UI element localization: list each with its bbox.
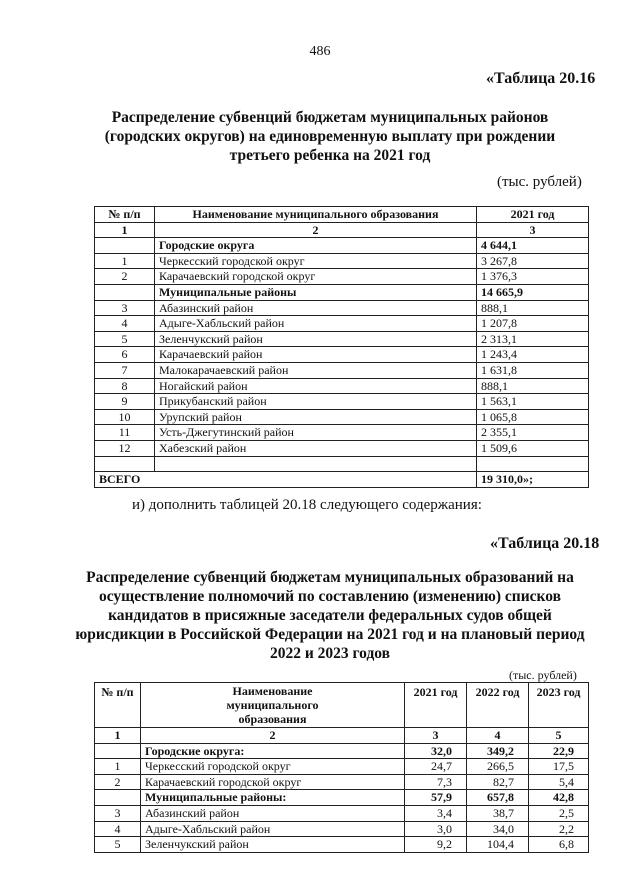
row-number-cell: 11 [95, 425, 155, 441]
table-row [95, 743, 589, 759]
row-value-cell: 17,5 [529, 759, 589, 775]
row-value-cell: 82,7 [467, 774, 529, 790]
table-row [95, 269, 589, 285]
row-name-cell: Черкесский городской округ [155, 253, 477, 269]
table-row [95, 253, 589, 269]
table2-units: (тыс. рублей) [509, 668, 577, 682]
table1-heading-line: (городских округов) на единовременную выплату при рождении [104, 128, 556, 145]
empty-cell [477, 456, 589, 472]
row-value-cell: 2,5 [529, 805, 589, 821]
row-value-cell: 657,8 [467, 790, 529, 806]
row-value-cell: 22,9 [529, 743, 589, 759]
colnum-cell: 5 [529, 728, 589, 744]
row-name-cell: Хабезский район [155, 440, 477, 456]
row-name-cell: Урупский район [155, 409, 477, 425]
table-row [95, 300, 589, 316]
page-number: 486 [309, 44, 331, 59]
row-number-cell: 2 [95, 774, 141, 790]
colnum-cell: 3 [405, 728, 467, 744]
header-cell: Наименование муниципального образования [141, 683, 405, 728]
row-value-cell: 9,2 [405, 837, 467, 853]
table1-heading-line: третьего ребенка на 2021 год [229, 147, 431, 164]
row-value-cell: 1 376,3 [477, 269, 589, 285]
row-value-cell: 2 355,1 [477, 425, 589, 441]
amendment-paragraph: и) дополнить таблицей 20.18 следующего содержания: [132, 497, 482, 513]
empty-cell [155, 456, 477, 472]
table1-colnum-row [95, 222, 589, 238]
row-name-cell: Муниципальные районы: [141, 790, 405, 806]
header-cell: 2021 год [405, 683, 467, 728]
row-value-cell: 3,4 [405, 805, 467, 821]
row-value-cell: 1 563,1 [477, 394, 589, 410]
row-value-cell: 42,8 [529, 790, 589, 806]
row-value-cell: 14 665,9 [477, 284, 589, 300]
row-name-cell: Адыге-Хабльский район [141, 821, 405, 837]
colnum-cell: 1 [95, 222, 155, 238]
row-name-cell: Муниципальные районы [155, 284, 477, 300]
row-value-cell: 266,5 [467, 759, 529, 775]
row-number-cell: 5 [95, 837, 141, 853]
table-row [95, 790, 589, 806]
row-name-cell: Черкесский городской округ [141, 759, 405, 775]
row-value-cell: 5,4 [529, 774, 589, 790]
row-value-cell: 6,8 [529, 837, 589, 853]
table-row [95, 821, 589, 837]
row-value-cell: 349,2 [467, 743, 529, 759]
row-value-cell: 24,7 [405, 759, 467, 775]
table1-heading-line: Распределение субвенций бюджетам муниципальных районов [111, 109, 549, 126]
row-value-cell: 57,9 [405, 790, 467, 806]
table2-label: «Таблица 20.18 [490, 535, 600, 552]
table2 [94, 682, 589, 853]
row-value-cell: 34,0 [467, 821, 529, 837]
row-value-cell: 888,1 [477, 378, 589, 394]
total-row [95, 472, 589, 488]
table-row-empty [95, 456, 589, 472]
row-value-cell: 4 644,1 [477, 238, 589, 254]
empty-cell [95, 456, 155, 472]
table2-heading-line: осуществление полномочий по составлению (изменению) списков [98, 588, 562, 605]
header-cell: № п/п [95, 683, 141, 728]
row-name-cell: Усть-Джегутинский район [155, 425, 477, 441]
table2-heading-line: 2022 и 2023 годов [269, 645, 391, 662]
row-value-cell: 1 065,8 [477, 409, 589, 425]
row-name-cell: Ногайский район [155, 378, 477, 394]
colnum-cell: 3 [477, 222, 589, 238]
row-value-cell: 7,3 [405, 774, 467, 790]
row-name-cell: Адыге-Хабльский район [155, 316, 477, 332]
table-row [95, 805, 589, 821]
row-number-cell: 3 [95, 300, 155, 316]
row-number-cell: 12 [95, 440, 155, 456]
row-number-cell: 10 [95, 409, 155, 425]
total-label-cell: ВСЕГО [95, 472, 477, 488]
colnum-cell: 4 [467, 728, 529, 744]
header-cell: № п/п [95, 207, 155, 223]
row-name-cell: Городские округа: [141, 743, 405, 759]
table-row [95, 759, 589, 775]
table2-header-row [95, 683, 589, 728]
table-row [95, 837, 589, 853]
table-row [95, 409, 589, 425]
row-name-cell: Абазинский район [141, 805, 405, 821]
table2-heading-line: кандидатов в присяжные заседатели федеральных судов общей [108, 607, 552, 624]
table-row [95, 316, 589, 332]
row-value-cell: 3,0 [405, 821, 467, 837]
row-value-cell: 1 207,8 [477, 316, 589, 332]
table2-heading [40, 568, 620, 663]
row-name-cell: Карачаевский район [155, 347, 477, 363]
table-row [95, 394, 589, 410]
row-number-cell: 9 [95, 394, 155, 410]
table-row [95, 774, 589, 790]
row-name-cell: Карачаевский городской округ [155, 269, 477, 285]
row-value-cell: 1 509,6 [477, 440, 589, 456]
table-row [95, 425, 589, 441]
row-number-cell [95, 284, 155, 300]
table-row [95, 331, 589, 347]
row-name-cell: Прикубанский район [155, 394, 477, 410]
row-number-cell: 1 [95, 759, 141, 775]
table2-heading-line: юрисдикции в Российской Федерации на 2021 год и на плановый период [75, 626, 585, 643]
table2-heading-line: Распределение субвенций бюджетам муниципальных образований на [86, 569, 574, 586]
row-name-cell: Малокарачаевский район [155, 362, 477, 378]
row-value-cell: 38,7 [467, 805, 529, 821]
row-value-cell: 2 313,1 [477, 331, 589, 347]
table1-label: «Таблица 20.16 [486, 70, 596, 87]
row-name-cell: Карачаевский городской округ [141, 774, 405, 790]
row-name-cell: Зеленчукский район [155, 331, 477, 347]
row-name-cell: Зеленчукский район [141, 837, 405, 853]
row-number-cell: 8 [95, 378, 155, 394]
table-row [95, 440, 589, 456]
row-value-cell: 1 631,8 [477, 362, 589, 378]
row-value-cell: 104,4 [467, 837, 529, 853]
header-cell: 2023 год [529, 683, 589, 728]
row-number-cell: 4 [95, 821, 141, 837]
row-number-cell: 4 [95, 316, 155, 332]
header-cell: 2022 год [467, 683, 529, 728]
row-number-cell [95, 238, 155, 254]
total-value-cell: 19 310,0»; [477, 472, 589, 488]
header-cell: Наименование муниципального образования [155, 207, 477, 223]
row-number-cell: 6 [95, 347, 155, 363]
row-number-cell: 3 [95, 805, 141, 821]
row-number-cell [95, 790, 141, 806]
table-row [95, 238, 589, 254]
header-cell: 2021 год [477, 207, 589, 223]
row-number-cell: 5 [95, 331, 155, 347]
row-value-cell: 32,0 [405, 743, 467, 759]
colnum-cell: 1 [95, 728, 141, 744]
colnum-cell: 2 [155, 222, 477, 238]
table-row [95, 378, 589, 394]
row-number-cell: 1 [95, 253, 155, 269]
row-number-cell: 2 [95, 269, 155, 285]
row-value-cell: 1 243,4 [477, 347, 589, 363]
table-row [95, 362, 589, 378]
row-name-cell: Городские округа [155, 238, 477, 254]
row-number-cell: 7 [95, 362, 155, 378]
row-value-cell: 2,2 [529, 821, 589, 837]
table-row [95, 284, 589, 300]
row-value-cell: 3 267,8 [477, 253, 589, 269]
table2-colnum-row [95, 728, 589, 744]
table1-header-row [95, 207, 589, 223]
table1-heading [60, 108, 600, 165]
row-number-cell [95, 743, 141, 759]
row-value-cell: 888,1 [477, 300, 589, 316]
colnum-cell: 2 [141, 728, 405, 744]
table1 [94, 206, 589, 488]
row-name-cell: Абазинский район [155, 300, 477, 316]
table-row [95, 347, 589, 363]
table1-units: (тыс. рублей) [497, 174, 582, 190]
